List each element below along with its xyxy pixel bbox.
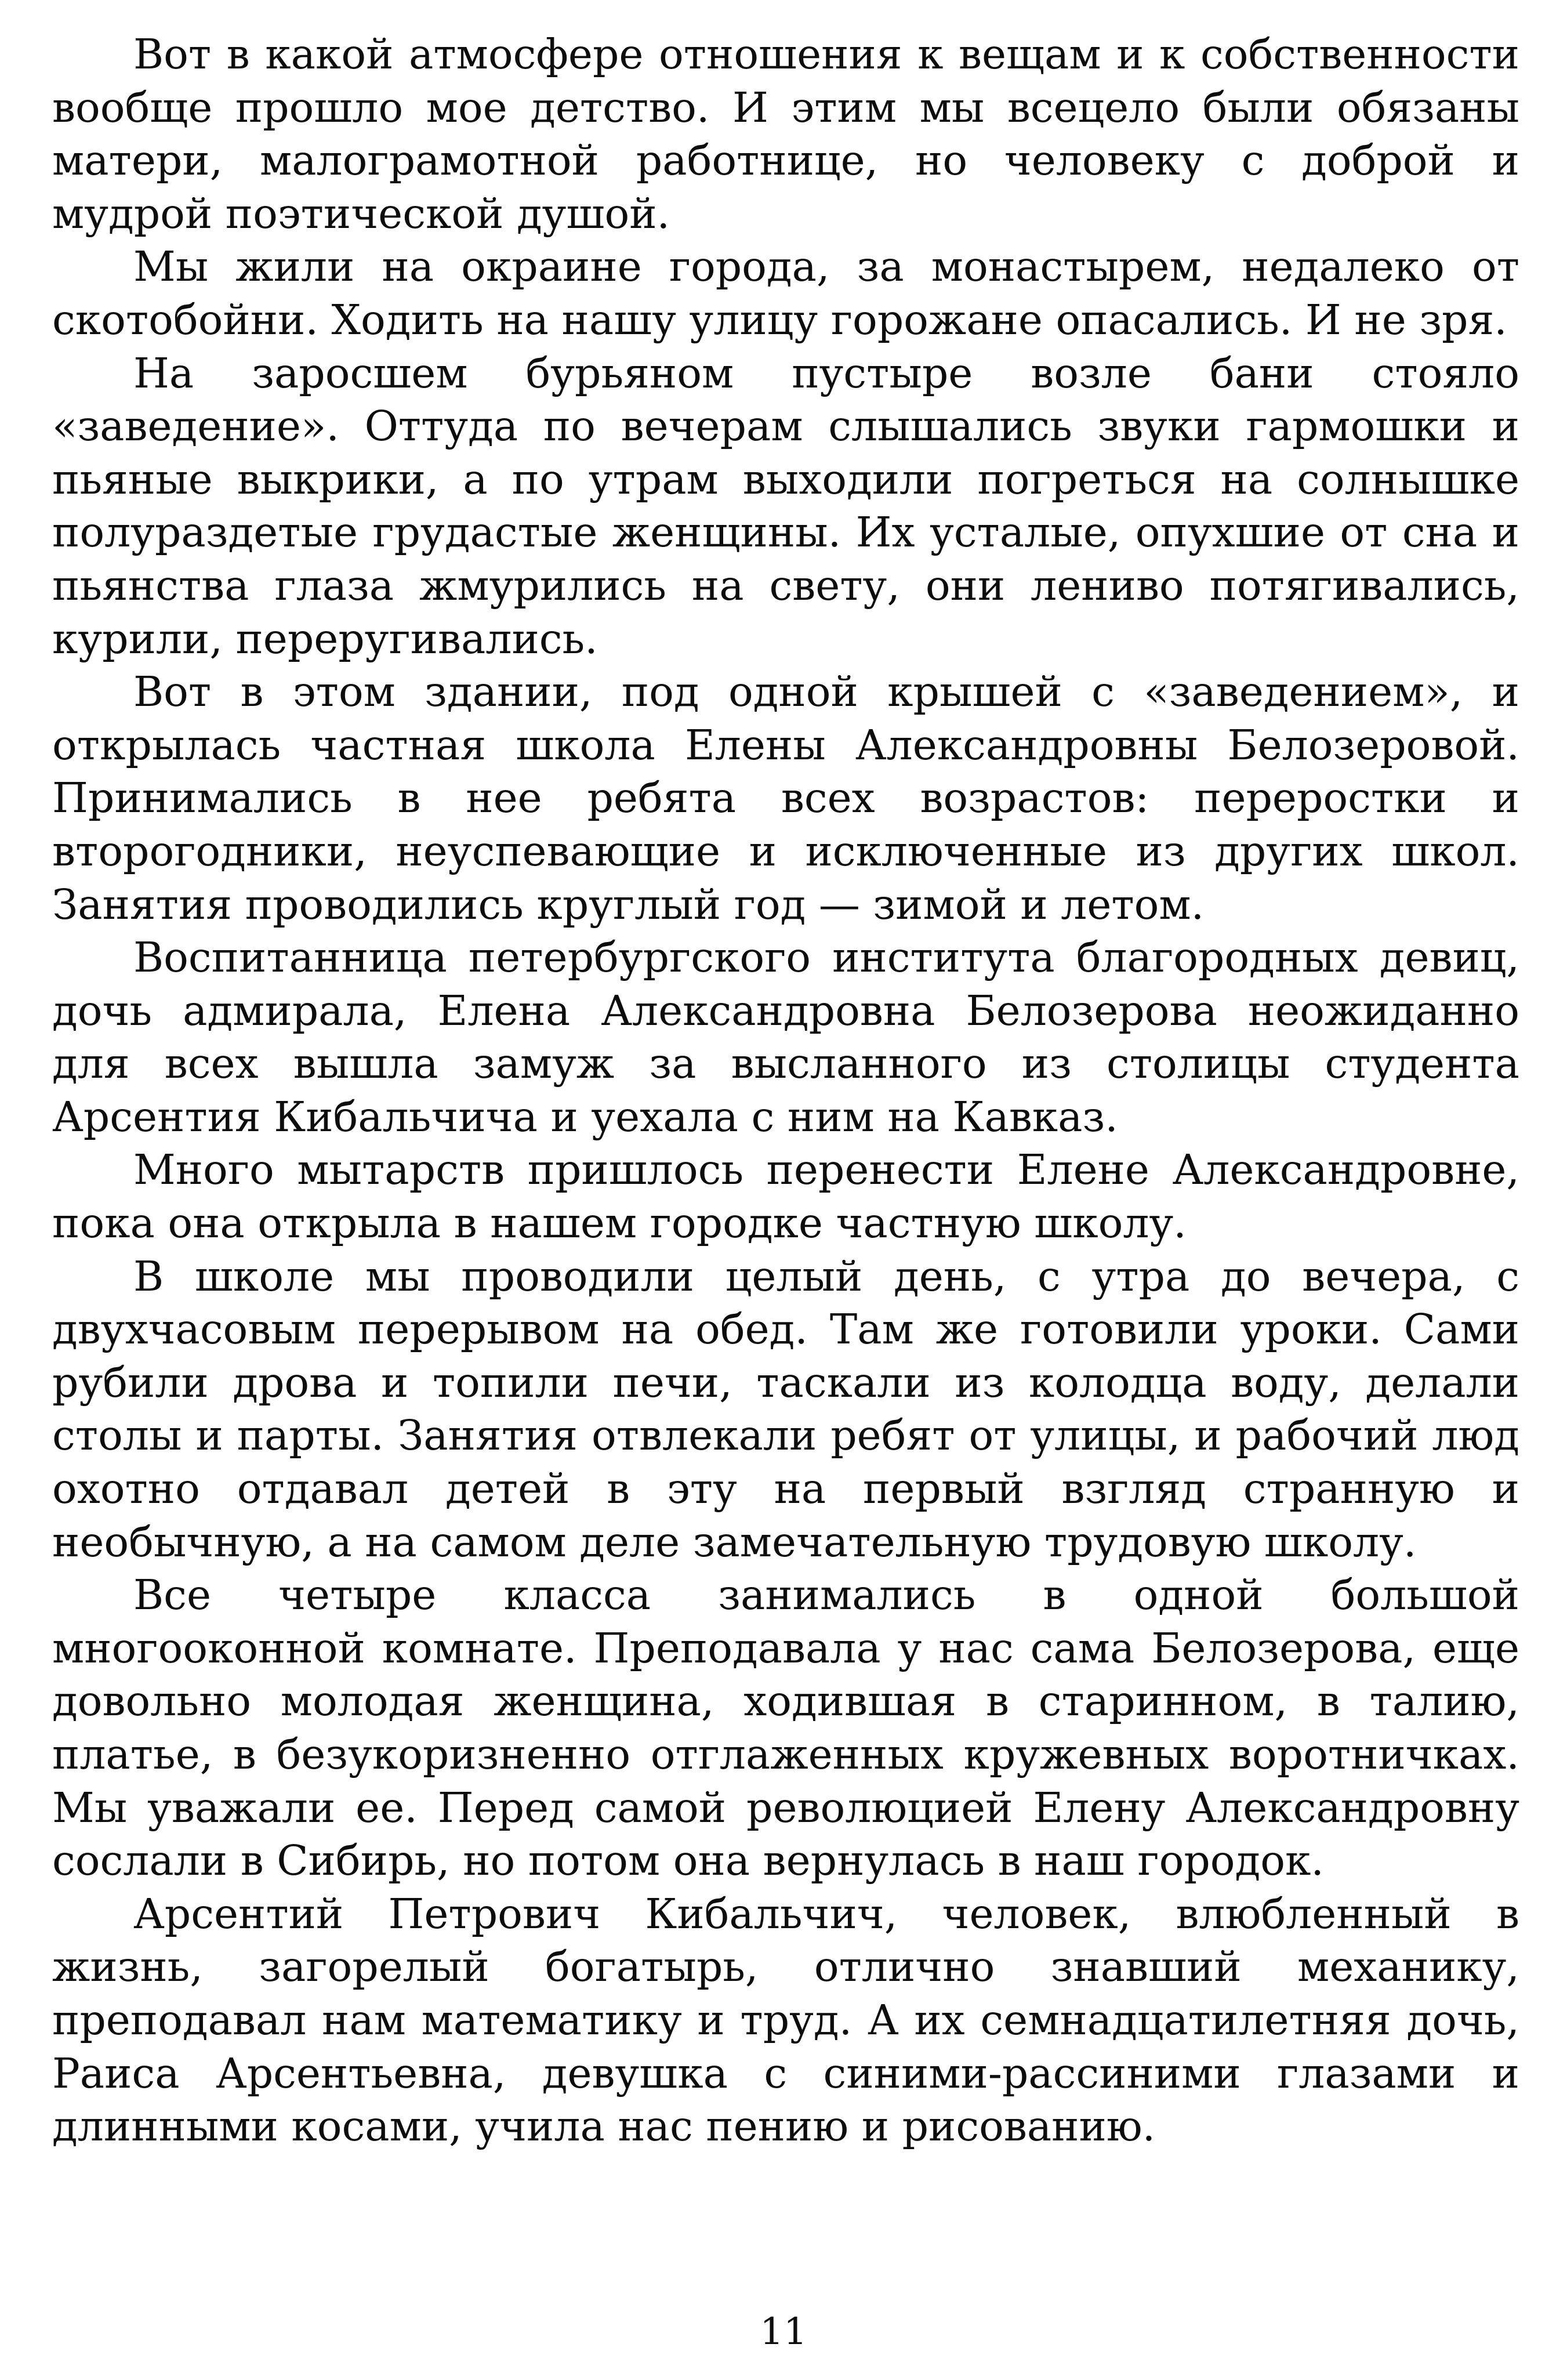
paragraph-4: Вот в этом здании, под одной крышей с «заведением», и открылась частная школа Елены Александровны Белозеровой. Принимались в нее ребята всех возрастов: переростки и второгодники, неуспевающие и исключенные из других школ. Занятия проводились круглый год — зимой и летом. bbox=[52, 668, 1519, 929]
body-text bbox=[52, 28, 1519, 2153]
paragraph-2: Мы жили на окраине города, за монастырем, недалеко от скотобойни. Ходить на нашу улицу горожане опасались. И не зря. bbox=[52, 242, 1519, 344]
paragraph-8: Все четыре класса занимались в одной большой многооконной комнате. Преподавала у нас сама Белозерова, еще довольно молодая женщина, ходившая в старинном, в талию, платье, в безукоризненно отглаженных кружевных воротничках. Мы уважали ее. Перед самой революцией Елену Александровну сослали в Сибирь, но потом она вернулась в наш городок. bbox=[52, 1571, 1519, 1885]
paragraph-1: Вот в какой атмосфере отношения к вещам и к собственности вообще прошло мое детство. И этим мы всецело были обязаны матери, малограмотной работнице, но человеку с доброй и мудрой поэтической душой. bbox=[52, 30, 1519, 238]
paragraph-9: Арсентий Петрович Кибальчич, человек, влюбленный в жизнь, загорелый богатырь, отлично знавший механику, преподавал нам математику и труд. А их семнадцатилетняя дочь, Раиса Арсентьевна, девушка с синими-рассиними глазами и длинными косами, учила нас пению и рисованию. bbox=[52, 1889, 1519, 2151]
paragraph-7: В школе мы проводили целый день, с утра до вечера, с двухчасовым перерывом на обед. Там же готовили уроки. Сами рубили дрова и топили печи, таскали из колодца воду, делали столы и парты. Занятия отвлекали ребят от улицы, и рабочий люд охотно отдавал детей в эту на первый взгляд странную и необычную, а на самом деле замечательную трудовую школу. bbox=[52, 1252, 1519, 1566]
paragraph-6: Много мытарств пришлось перенести Елене Александровне, пока она открыла в нашем городке частную школу. bbox=[52, 1146, 1519, 1248]
paragraph-3: На заросшем бурьяном пустыре возле бани стояло «заведение». Оттуда по вечерам слышались звуки гармошки и пьяные выкрики, а по утрам выходили погреться на солнышке полураздетые грудастые женщины. Их усталые, опухшие от сна и пьянства глаза жмурились на свету, они лениво потягивались, курили, переругивались. bbox=[52, 349, 1519, 663]
page-number: 11 bbox=[760, 2310, 807, 2353]
paragraph-5: Воспитанница петербургского института благородных девиц, дочь адмирала, Елена Александровна Белозерова неожиданно для всех вышла замуж за высланного из столицы студента Арсентия Кибальчича и уехала с ним на Кавказ. bbox=[52, 933, 1519, 1141]
